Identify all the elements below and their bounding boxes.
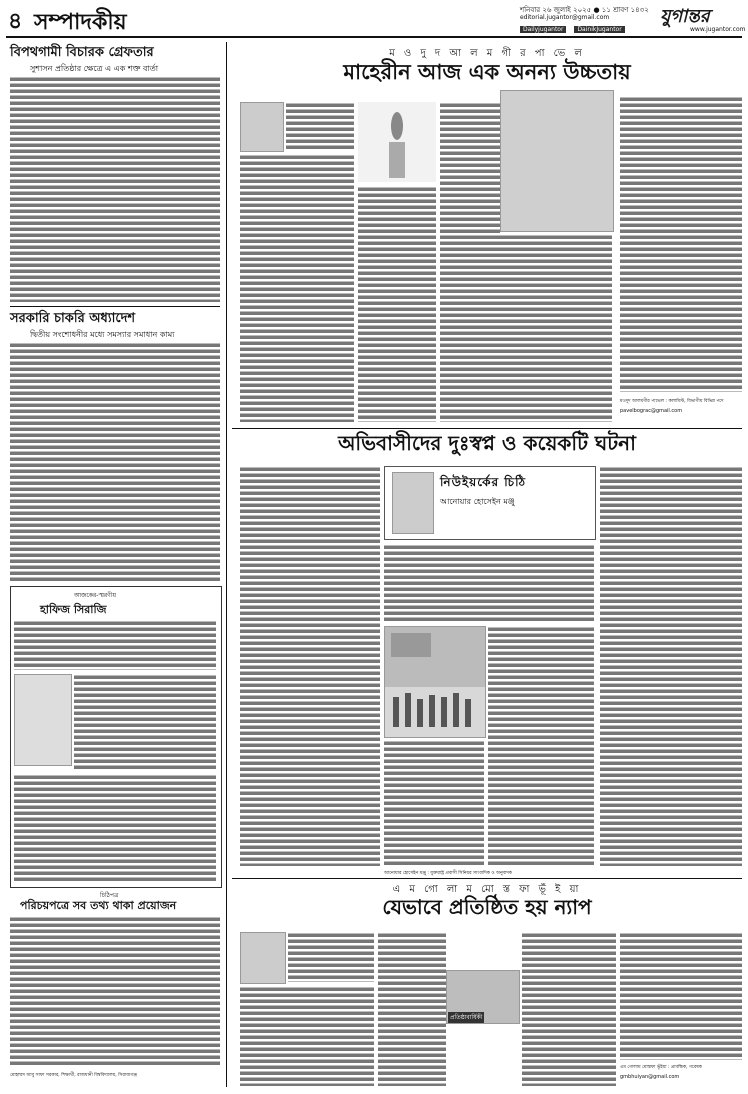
social-links [520,26,625,33]
article-3-intro [288,932,374,982]
article-1-bio: মওদুদ আলমগীর পাভেল : কলামিস্ট, বিভাগীয় বিভিন্ন পদে [620,399,724,404]
editorial-2-title: সরকারি চাকরি অধ্যাদেশ [10,311,136,326]
article-1-col2 [358,186,436,422]
article-1-col4 [500,234,612,422]
article-3-author: এ ম গো লা ম মো স্ত ফা ভূঁ ই য়া [392,884,582,895]
divider [232,878,742,879]
article-3-col3 [522,932,616,1086]
article-3-title: যেভাবে প্রতিষ্ঠিত হয় ন্যাপ [382,895,592,919]
remembrance-body-side [74,674,216,770]
article-2-col1 [240,466,380,866]
letters-title: পরিচয়পত্রে সব তথ্য থাকা প্রয়োজন [20,899,177,912]
maherin-portrait [500,90,614,232]
editorial-email: editorial.jugantor@gmail.com [520,14,610,21]
migrants-illustration [384,626,486,738]
remembrance-body-top [14,620,216,670]
masthead [0,0,748,36]
article-1-col5 [620,96,742,392]
article-2-col3 [600,466,742,866]
page-number: ৪ [8,9,23,34]
article-2-title: অভিবাসীদের দুঃস্বপ্ন ও কয়েকটি ঘটনা [338,431,636,455]
article-3-email[interactable]: gmbhuiyan@gmail.com [620,1074,680,1080]
article-1-col1 [240,154,354,422]
divider [232,428,742,429]
article-3-col4 [620,932,742,1060]
article-1-intro [286,102,354,150]
editorial-2-subtitle: দ্বিতীয় সংশোধনীর মধ্যে সমস্যার সমাধান কাম্য [30,330,175,339]
issue-date: শনিবার ২৬ জুলাই ২০২৫ ● ১১ শ্রাবণ ১৪৩২ [520,6,649,14]
website-link[interactable]: www.jugantor.com [690,26,746,33]
author-photo-3 [240,932,286,984]
social-handle-1[interactable]: Dailyjugantor [520,26,566,33]
editorial-1-subtitle: সুশাসন প্রতিষ্ঠার ক্ষেত্রে এ এক শক্ত বার্তা [30,64,159,73]
author-photo-2 [392,472,434,534]
column-rule [226,42,227,1087]
editorial-1-title: বিপথগামী বিচারক গ্রেফতার [10,45,154,60]
letters-signature: মোহাম্মদ আবু সাফা সরকার, শিক্ষার্থী, রাজধানী বিশ্ববিদ্যালয়, সিরাজগঞ্জ [10,1073,138,1078]
newspaper-logo: যুগান্তর [660,6,710,27]
article-3-col1 [240,986,374,1086]
article-2-col2-bottom [384,740,484,866]
masthead-rule [6,36,742,38]
editorial-2-body [10,342,220,582]
remembrance-body-bottom [14,774,216,882]
article-1-col3 [440,102,500,422]
candle-illustration [358,102,436,182]
section-title: সম্পাদকীয় [34,10,127,35]
article-1-author: ম ও দু দ আ ল ম গী র পা ভে ল [389,48,585,59]
letters-body [10,916,220,1066]
article-2-bio: আনোয়ার হোসেইন মঞ্জু : যুক্তরাষ্ট্র প্রবাসী সিনিয়র সাংবাদিক ও অনুবাদক [384,871,512,876]
remembrance-illustration [14,674,72,766]
article-2-col2-side [488,626,594,866]
article-1-title: মাহেরীন আজ এক অনন্য উচ্চতায় [343,60,631,84]
column-name: নিউইয়র্কের চিঠি [440,475,527,489]
remembrance-label: আজকের-স্মরণীয় [74,592,117,599]
divider [10,306,220,307]
article-1-email[interactable]: pavelbograc@gmail.com [620,408,683,414]
article-2-author: আনোয়ার হোসেইন মঞ্জু [440,497,515,506]
editorial-1-body [10,76,220,302]
author-photo-1 [240,102,284,152]
social-handle-2[interactable]: DainikJugantor [574,26,624,33]
article-2-col2-top [384,544,594,622]
article-3-bio: এম গোলাম মোস্তফা ভূঁইয়া : প্রাবন্ধিক, গবেষক [620,1065,702,1070]
remembrance-name: হাফিজ সিরাজি [40,603,107,616]
article-3-col2 [378,932,446,1086]
anniversary-caption: প্রতিষ্ঠাবার্ষিকী [450,1014,483,1021]
letters-label: চিঠিপত্র [100,892,119,899]
